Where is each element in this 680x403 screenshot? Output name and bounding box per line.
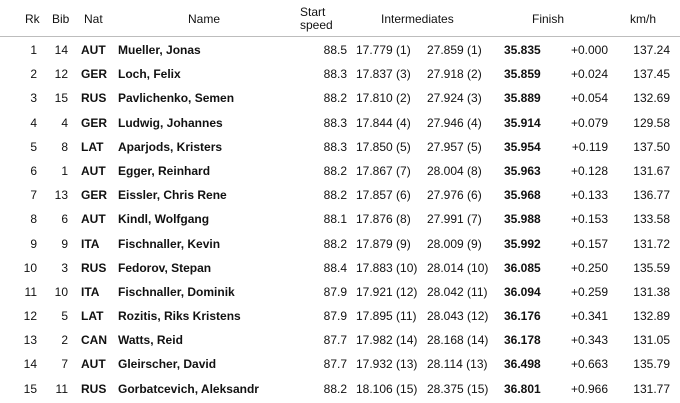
cell-name: Fischnaller, Kevin bbox=[118, 236, 221, 251]
cell-diff: +0.250 bbox=[570, 260, 608, 275]
cell-int1: 17.867 (7) bbox=[356, 163, 411, 178]
cell-finish: 35.835 bbox=[504, 43, 541, 57]
cell-bib: 14 bbox=[54, 43, 68, 57]
cell-diff: +0.119 bbox=[571, 139, 608, 154]
cell-rk: 2 bbox=[30, 67, 37, 82]
cell-start: 88.3 bbox=[323, 139, 347, 154]
cell-int1: 17.982 (14) bbox=[356, 333, 418, 348]
cell-int2: 27.946 (4) bbox=[427, 115, 482, 130]
cell-kmh: 136.77 bbox=[633, 188, 670, 203]
cell-finish: 35.889 bbox=[504, 91, 541, 106]
cell-int2: 27.924 (3) bbox=[427, 91, 482, 106]
cell-rk: 12 bbox=[23, 309, 37, 324]
table-row bbox=[0, 232, 680, 256]
cell-start: 88.1 bbox=[323, 212, 347, 227]
cell-int2: 28.168 (14) bbox=[427, 333, 489, 348]
cell-kmh: 135.59 bbox=[633, 260, 670, 275]
cell-bib: 2 bbox=[61, 333, 68, 348]
cell-start: 88.5 bbox=[323, 43, 347, 57]
cell-int1: 17.876 (8) bbox=[356, 212, 411, 227]
table-row bbox=[0, 352, 680, 376]
table-row bbox=[0, 304, 680, 328]
table-row bbox=[0, 377, 680, 401]
cell-kmh: 133.58 bbox=[633, 212, 670, 227]
cell-kmh: 129.58 bbox=[633, 115, 670, 130]
cell-diff: +0.341 bbox=[570, 309, 608, 324]
table-row bbox=[0, 111, 680, 135]
cell-diff: +0.157 bbox=[570, 236, 608, 251]
cell-bib: 15 bbox=[54, 91, 68, 106]
cell-name: Egger, Reinhard bbox=[118, 163, 211, 178]
cell-int2: 28.009 (9) bbox=[427, 236, 482, 251]
cell-rk: 15 bbox=[23, 381, 37, 396]
cell-start: 88.4 bbox=[323, 260, 347, 275]
cell-int2: 28.043 (12) bbox=[427, 309, 489, 324]
table-row bbox=[0, 38, 680, 62]
cell-start: 88.2 bbox=[323, 381, 347, 396]
cell-int1: 17.844 (4) bbox=[356, 115, 411, 130]
cell-rk: 6 bbox=[30, 163, 37, 178]
cell-int1: 17.837 (3) bbox=[356, 67, 411, 82]
cell-start: 88.2 bbox=[323, 91, 347, 106]
cell-kmh: 131.05 bbox=[633, 333, 670, 348]
cell-start: 88.2 bbox=[323, 163, 347, 178]
cell-rk: 7 bbox=[30, 188, 37, 203]
cell-diff: +0.153 bbox=[570, 212, 608, 227]
cell-name: Rozitis, Riks Kristens bbox=[118, 309, 241, 324]
cell-name: Kindl, Wolfgang bbox=[118, 212, 210, 227]
cell-int1: 17.779 (1) bbox=[356, 43, 411, 57]
cell-nat: GER bbox=[81, 188, 108, 203]
cell-finish: 36.178 bbox=[504, 333, 541, 348]
cell-bib: 7 bbox=[61, 357, 68, 372]
cell-name: Aparjods, Kristers bbox=[118, 139, 223, 154]
cell-int2: 28.042 (11) bbox=[427, 284, 488, 299]
cell-diff: +0.128 bbox=[570, 163, 608, 178]
cell-finish: 35.988 bbox=[504, 212, 541, 227]
cell-int2: 27.957 (5) bbox=[427, 139, 482, 154]
cell-finish: 35.992 bbox=[504, 236, 541, 251]
cell-bib: 12 bbox=[54, 67, 68, 82]
cell-nat: LAT bbox=[81, 309, 104, 324]
cell-start: 87.9 bbox=[323, 309, 347, 324]
cell-rk: 8 bbox=[30, 212, 37, 227]
cell-name: Fischnaller, Dominik bbox=[118, 284, 235, 299]
cell-int2: 28.114 (13) bbox=[427, 357, 488, 372]
cell-bib: 10 bbox=[54, 284, 68, 299]
cell-bib: 6 bbox=[61, 212, 68, 227]
cell-int1: 17.810 (2) bbox=[356, 91, 411, 106]
cell-finish: 35.914 bbox=[504, 115, 541, 130]
cell-name: Pavlichenko, Semen bbox=[118, 91, 235, 106]
cell-kmh: 131.77 bbox=[633, 381, 670, 396]
cell-rk: 4 bbox=[30, 115, 37, 130]
cell-nat: RUS bbox=[81, 260, 107, 275]
cell-int2: 28.375 (15) bbox=[427, 381, 489, 396]
cell-nat: AUT bbox=[81, 163, 106, 178]
header-nat: Nat bbox=[84, 12, 103, 26]
table-row bbox=[0, 256, 680, 280]
cell-start: 87.7 bbox=[323, 333, 347, 348]
cell-kmh: 137.50 bbox=[633, 139, 670, 154]
cell-name: Gorbatcevich, Aleksandr bbox=[118, 381, 259, 396]
table-row bbox=[0, 159, 680, 183]
table-row bbox=[0, 86, 680, 110]
cell-nat: GER bbox=[81, 67, 108, 82]
cell-bib: 13 bbox=[54, 188, 68, 203]
cell-bib: 4 bbox=[61, 115, 68, 130]
cell-diff: +0.133 bbox=[570, 188, 608, 203]
header-finish: Finish bbox=[532, 12, 565, 26]
cell-kmh: 135.79 bbox=[633, 357, 670, 372]
table-row bbox=[0, 135, 680, 159]
header-kmh: km/h bbox=[630, 12, 657, 26]
cell-int1: 17.895 (11) bbox=[356, 309, 417, 324]
cell-name: Eissler, Chris Rene bbox=[118, 188, 227, 203]
cell-bib: 1 bbox=[61, 163, 68, 178]
cell-start: 87.7 bbox=[323, 357, 347, 372]
cell-kmh: 132.89 bbox=[633, 309, 670, 324]
cell-finish: 36.094 bbox=[504, 284, 541, 299]
cell-bib: 5 bbox=[61, 309, 68, 324]
table-row bbox=[0, 280, 680, 304]
cell-kmh: 131.67 bbox=[633, 163, 670, 178]
cell-kmh: 137.45 bbox=[633, 67, 670, 82]
cell-name: Loch, Felix bbox=[118, 67, 181, 82]
cell-name: Mueller, Jonas bbox=[118, 43, 201, 57]
cell-rk: 11 bbox=[24, 284, 37, 299]
cell-int2: 27.859 (1) bbox=[427, 43, 482, 57]
cell-int1: 17.857 (6) bbox=[356, 188, 411, 203]
cell-name: Ludwig, Johannes bbox=[118, 115, 223, 130]
cell-finish: 36.498 bbox=[504, 357, 541, 372]
cell-bib: 11 bbox=[55, 381, 68, 396]
cell-kmh: 131.38 bbox=[633, 284, 670, 299]
cell-start: 88.2 bbox=[323, 188, 347, 203]
header-divider bbox=[0, 36, 680, 37]
cell-rk: 14 bbox=[23, 357, 37, 372]
cell-diff: +0.054 bbox=[570, 91, 608, 106]
cell-int2: 27.976 (6) bbox=[427, 188, 482, 203]
cell-diff: +0.079 bbox=[570, 115, 608, 130]
cell-nat: RUS bbox=[81, 91, 107, 106]
cell-nat: CAN bbox=[81, 333, 107, 348]
header-intermediates: Intermediates bbox=[381, 12, 454, 26]
cell-rk: 5 bbox=[30, 139, 37, 154]
cell-diff: +0.024 bbox=[570, 67, 608, 82]
cell-name: Gleirscher, David bbox=[118, 357, 217, 372]
header-rk: Rk bbox=[25, 12, 40, 26]
table-row bbox=[0, 328, 680, 352]
cell-int2: 28.014 (10) bbox=[427, 260, 489, 275]
header-start-speed: Start speed bbox=[300, 5, 333, 32]
cell-nat: GER bbox=[81, 115, 108, 130]
cell-kmh: 132.69 bbox=[633, 91, 670, 106]
cell-diff: +0.966 bbox=[570, 381, 608, 396]
cell-bib: 3 bbox=[61, 260, 68, 275]
table-row bbox=[0, 207, 680, 231]
cell-rk: 3 bbox=[30, 91, 37, 106]
cell-nat: LAT bbox=[81, 139, 104, 154]
cell-nat: AUT bbox=[81, 212, 106, 227]
cell-diff: +0.259 bbox=[570, 284, 608, 299]
results-table-body bbox=[0, 38, 680, 401]
cell-rk: 1 bbox=[30, 43, 37, 57]
cell-rk: 9 bbox=[30, 236, 37, 251]
cell-int1: 17.879 (9) bbox=[356, 236, 411, 251]
cell-int2: 27.918 (2) bbox=[427, 67, 482, 82]
cell-finish: 36.085 bbox=[504, 260, 541, 275]
cell-nat: AUT bbox=[81, 357, 106, 372]
cell-diff: +0.000 bbox=[570, 43, 608, 57]
cell-int1: 17.850 (5) bbox=[356, 139, 411, 154]
cell-bib: 8 bbox=[61, 139, 68, 154]
cell-diff: +0.663 bbox=[570, 357, 608, 372]
cell-int1: 17.932 (13) bbox=[356, 357, 418, 372]
table-row bbox=[0, 183, 680, 207]
cell-bib: 9 bbox=[61, 236, 68, 251]
cell-nat: AUT bbox=[81, 43, 106, 57]
cell-start: 87.9 bbox=[323, 284, 347, 299]
cell-kmh: 131.72 bbox=[633, 236, 670, 251]
cell-nat: ITA bbox=[81, 236, 100, 251]
cell-rk: 10 bbox=[23, 260, 37, 275]
cell-nat: ITA bbox=[81, 284, 100, 299]
cell-finish: 35.968 bbox=[504, 188, 541, 203]
cell-start: 88.3 bbox=[323, 67, 347, 82]
cell-nat: RUS bbox=[81, 381, 107, 396]
cell-int1: 18.106 (15) bbox=[356, 381, 418, 396]
cell-int2: 27.991 (7) bbox=[427, 212, 482, 227]
header-name: Name bbox=[188, 12, 221, 26]
cell-finish: 35.954 bbox=[504, 139, 541, 154]
cell-start: 88.3 bbox=[323, 115, 347, 130]
cell-kmh: 137.24 bbox=[633, 43, 670, 57]
cell-name: Watts, Reid bbox=[118, 333, 183, 348]
results-table-header bbox=[0, 0, 680, 36]
header-bib: Bib bbox=[52, 12, 70, 26]
cell-finish: 36.801 bbox=[504, 381, 541, 396]
cell-int2: 28.004 (8) bbox=[427, 163, 482, 178]
cell-rk: 13 bbox=[23, 333, 37, 348]
cell-finish: 36.176 bbox=[504, 309, 541, 324]
cell-name: Fedorov, Stepan bbox=[118, 260, 212, 275]
cell-int1: 17.921 (12) bbox=[356, 284, 418, 299]
table-row bbox=[0, 62, 680, 86]
cell-start: 88.2 bbox=[323, 236, 347, 251]
cell-finish: 35.963 bbox=[504, 163, 541, 178]
cell-diff: +0.343 bbox=[570, 333, 608, 348]
cell-finish: 35.859 bbox=[504, 67, 541, 82]
cell-int1: 17.883 (10) bbox=[356, 260, 418, 275]
